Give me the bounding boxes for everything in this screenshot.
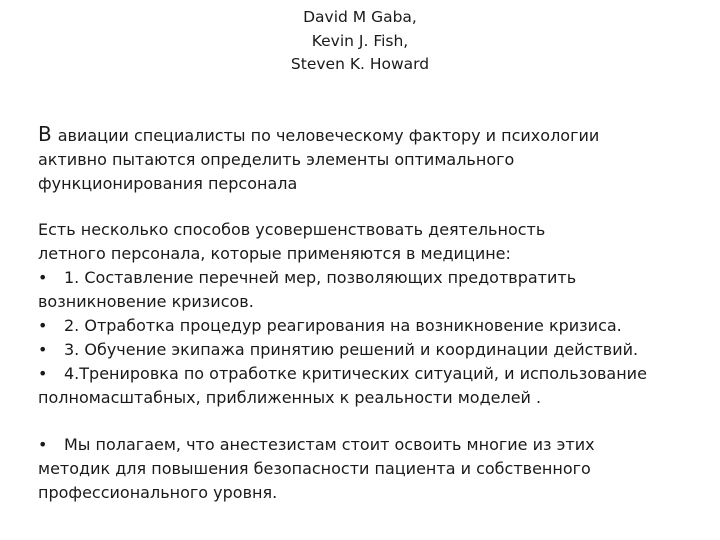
list-item-continuation: полномасштабных, приближенных к реальности моделей . bbox=[38, 388, 542, 407]
intro-line bbox=[38, 122, 708, 148]
drop-initial: В bbox=[38, 122, 52, 146]
methods-lead-line: летного персонала, которые применяются в медицине: bbox=[38, 244, 511, 263]
list-item-text: 4.Тренировка по отработке критических ситуаций, и использование bbox=[64, 364, 647, 383]
list-item bbox=[38, 362, 708, 410]
conclusion-line: Мы полагаем, что анестезистам стоит освоить многие из этих bbox=[64, 435, 595, 454]
conclusion-section bbox=[38, 433, 708, 505]
conclusion-line: методик для повышения безопасности пациента и собственного bbox=[38, 459, 591, 478]
intro-line: функционирования персонала bbox=[38, 174, 298, 193]
bullet-icon: • bbox=[38, 268, 48, 287]
author-name: Kevin J. Fish, bbox=[311, 31, 409, 50]
list-item bbox=[38, 338, 708, 362]
methods-section bbox=[38, 218, 708, 410]
bullet-icon: • bbox=[38, 316, 48, 335]
list-item bbox=[38, 266, 708, 314]
intro-line: активно пытаются определить элементы оптимального bbox=[38, 150, 515, 169]
author-name: Steven K. Howard bbox=[290, 55, 430, 73]
list-item-text: 2. Отработка процедур реагирования на возникновение кризиса. bbox=[64, 316, 622, 335]
intro-line-text: авиации специалисты по человеческому фактору и психологии bbox=[57, 126, 600, 145]
list-item bbox=[38, 314, 708, 338]
conclusion-line: профессионального уровня. bbox=[38, 483, 278, 502]
intro-paragraph bbox=[38, 122, 708, 196]
author-name: David M Gaba, bbox=[303, 8, 417, 26]
list-item-text: 3. Обучение экипажа принятию решений и координации действий. bbox=[64, 340, 639, 359]
bullet-icon: • bbox=[38, 340, 48, 359]
methods-lead-line: Есть несколько способов усовершенствовать деятельность bbox=[38, 220, 546, 239]
bullet-icon: • bbox=[38, 364, 48, 383]
list-item-text: 1. Составление перечней мер, позволяющих предотвратить bbox=[64, 268, 577, 287]
list-item-continuation: возникновение кризисов. bbox=[38, 292, 254, 311]
bullet-icon: • bbox=[38, 435, 48, 454]
authors-block bbox=[0, 6, 720, 77]
